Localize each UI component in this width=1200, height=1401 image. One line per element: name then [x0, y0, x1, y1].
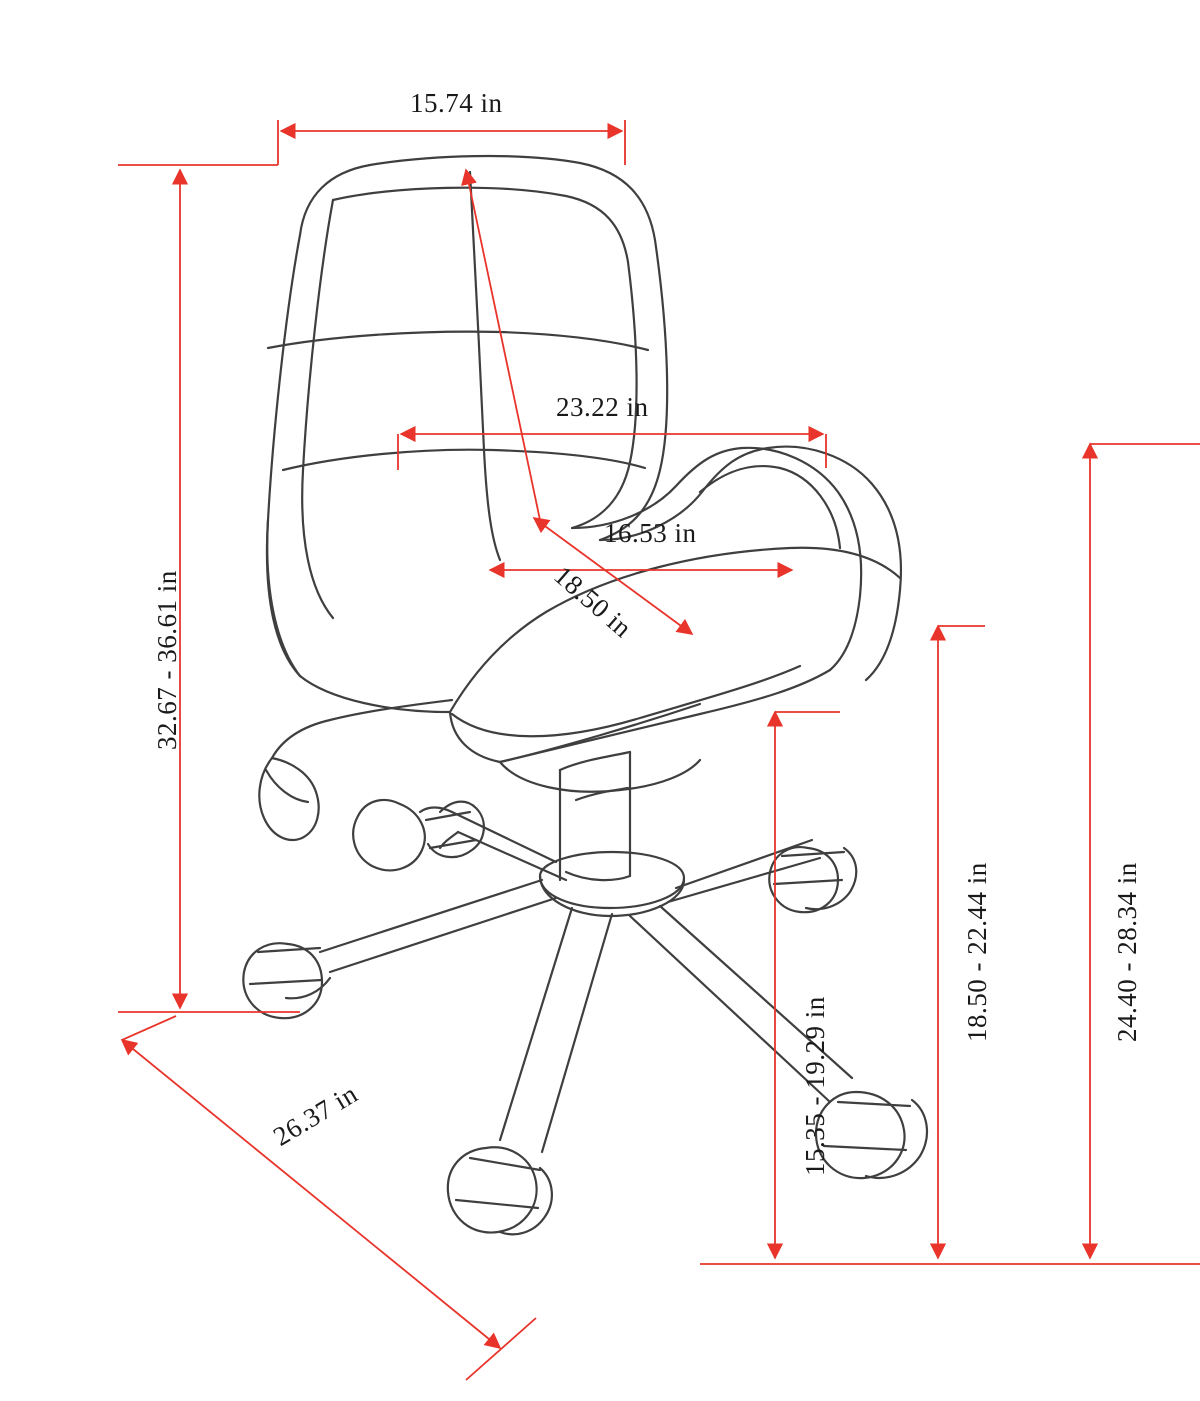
dim-label-overall-height: 32.67 - 36.61 in — [152, 570, 182, 750]
dim-label-seat-height: 15.35 - 19.29 in — [800, 996, 830, 1176]
dim-label-overall-width: 23.22 in — [556, 392, 649, 422]
dim-label-back-to-floor-height: 24.40 - 28.34 in — [1112, 862, 1142, 1042]
dim-label-seat-diagonal: 18.50 in — [548, 560, 638, 644]
dim-label-seat-depth: 16.53 in — [604, 518, 697, 548]
dim-label-armrest-height: 18.50 - 22.44 in — [962, 862, 992, 1042]
dim-label-backrest-width: 15.74 in — [410, 88, 503, 118]
dim-label-base-diameter: 26.37 in — [268, 1078, 363, 1152]
